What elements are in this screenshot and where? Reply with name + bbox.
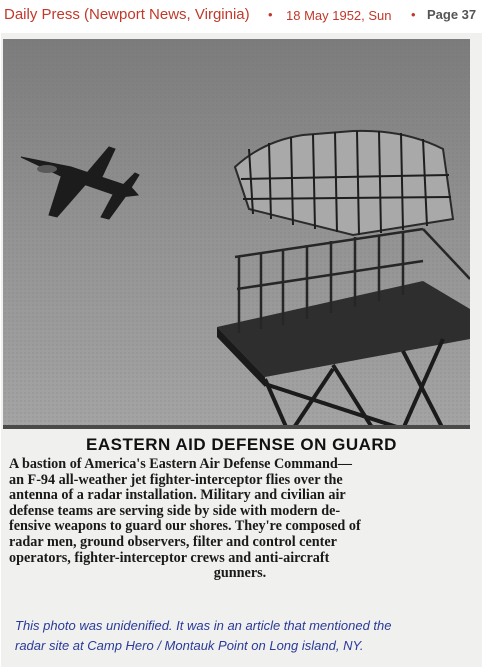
page-number: Page 37 <box>427 7 477 22</box>
note-line: This photo was unidenified. It was in an article that mentioned the <box>15 618 392 633</box>
newspaper-clipping <box>1 33 482 667</box>
halftone-texture <box>3 39 470 429</box>
separator-dot: • <box>411 7 416 22</box>
note-line: radar site at Camp Hero / Montauk Point on Long island, NY. <box>15 638 364 653</box>
photo-border <box>3 425 470 429</box>
caption-line: an F-94 all-weather jet fighter-interceptor flies over the <box>9 471 343 488</box>
caption-line: A bastion of America's Eastern Air Defense Command— <box>9 456 352 472</box>
caption-line: fensive weapons to guard our shores. They're composed of <box>9 518 361 535</box>
clipping-header <box>0 0 483 32</box>
publication-date: 18 May 1952, Sun <box>286 8 392 23</box>
news-photo <box>3 39 470 429</box>
caption-line: operators, fighter-interceptor crews and anti-aircraft <box>9 549 330 566</box>
annotation-note <box>15 616 475 656</box>
publication-name: Daily Press (Newport News, Virginia) <box>4 6 250 23</box>
photo-caption <box>9 457 471 582</box>
separator-dot: • <box>268 7 273 22</box>
caption-line: defense teams are serving side by side with modern de- <box>9 502 341 519</box>
caption-line: gunners. <box>213 565 267 582</box>
caption-line: radar men, ground observers, filter and control center <box>9 533 337 550</box>
caption-line: antenna of a radar installation. Military and civilian air <box>9 487 346 504</box>
clipping-headline: EASTERN AID DEFENSE ON GUARD <box>86 435 397 454</box>
photo-illustration <box>3 39 470 429</box>
